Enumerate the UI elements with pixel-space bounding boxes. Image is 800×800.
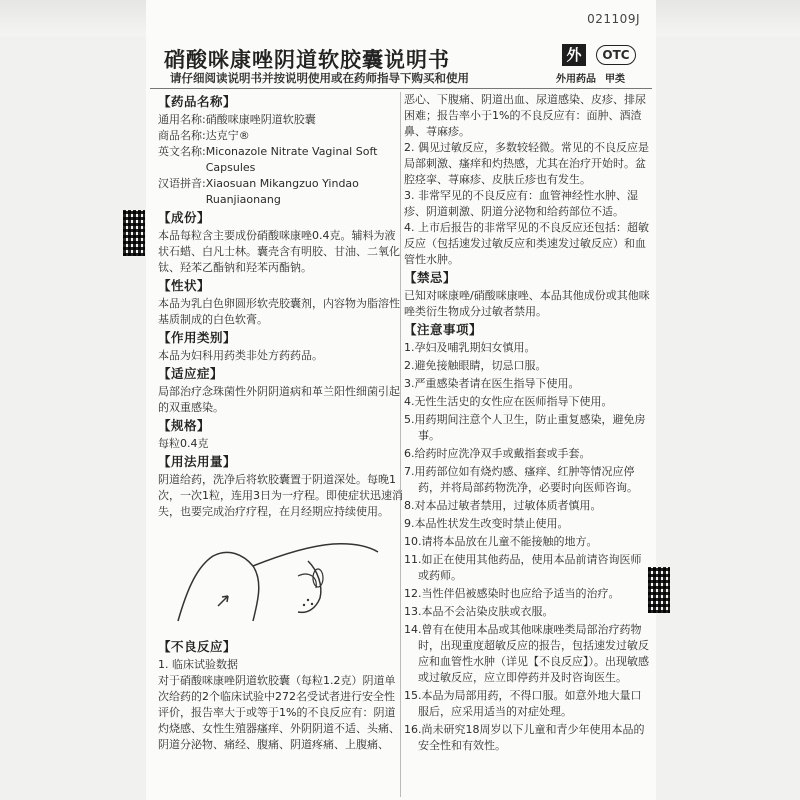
header-divider	[150, 88, 652, 89]
properties-text: 本品为乳白色卵圆形软壳胶囊剂，内容物为脂溶性基质制成的白色软膏。	[158, 297, 400, 326]
field-value: Miconazole Nitrate Vaginal Soft Capsules	[205, 145, 378, 174]
adverse-text-continued: 恶心、下腹痛、阴道出血、尿道感染、皮疹、排尿困难；报告率小于1%的不良反应有：面肿、酒渣鼻、荨麻疹。	[404, 93, 646, 138]
section-heading-adverse: 【不良反应】	[158, 639, 237, 654]
right-column	[404, 92, 650, 756]
category-text: 本品为妇科用药类非处方药药品。	[158, 349, 323, 362]
otc-class-caption: 甲类	[605, 74, 625, 85]
usage-text: 阴道给药，洗净后将软胶囊置于阴道深处。每晚1次，一次1粒，连用3日为一疗程。即使症状迅速消失，也要完成治疗疗程，在月经期应持续使用。	[158, 473, 403, 518]
application-illustration	[158, 526, 388, 626]
field-label: 商品名称:	[158, 129, 206, 142]
section-heading-composition: 【成份】	[158, 210, 211, 225]
section-heading-properties: 【性状】	[158, 278, 211, 293]
adverse-text-2: 2. 偶见过敏反应，多数较轻微。常见的不良反应是局部刺激、瘙痒和灼热感，尤其在治疗开始时。盆腔痉挛、荨麻疹、皮肤丘疹也有发生。	[404, 141, 649, 186]
list-item: 7.用药部位如有烧灼感、瘙痒、红肿等情况应停药，并将局部药物洗净，必要时向医师咨询。	[404, 465, 638, 494]
list-item: 15.本品为局部用药，不得口服。如意外地大量口服后，应采用适当的对症处理。	[404, 689, 642, 718]
section-heading-category: 【作用类别】	[158, 330, 237, 345]
list-item: 3.严重感染者请在医生指导下使用。	[404, 377, 580, 390]
qr-code-icon	[648, 567, 670, 613]
section-heading-usage: 【用法用量】	[158, 454, 237, 469]
adverse-text-4: 4. 上市后报告的非常罕见的不良反应还包括：超敏反应（包括速发过敏反应和类速发过敏反应）和血管性水肿。	[404, 221, 649, 266]
pinyin-name-row	[158, 176, 404, 208]
adverse-text-1: 对于硝酸咪康唑阴道软胶囊（每粒1.2克）阴道单次给药的2个临床试验中272名受试者进行安全性评价，报告率大于或等于1%的不良反应有：阴道灼烧感、女性生殖器瘙痒、外阴阴道不适、头痛、阴道分泌物、痛经、腹痛、阴道疼痛、上腹痛、	[158, 674, 400, 751]
left-column	[158, 92, 404, 753]
field-value: 硝酸咪康唑阴道软胶囊	[205, 113, 316, 126]
field-label: 通用名称:	[158, 113, 206, 126]
otc-badge: OTC	[596, 45, 636, 65]
qr-code-icon	[123, 210, 145, 256]
generic-name-row	[158, 112, 404, 128]
list-item: 1.孕妇及哺乳期妇女慎用。	[404, 341, 536, 354]
list-item: 9.本品性状发生改变时禁止使用。	[404, 517, 569, 530]
field-value: Xiaosuan Mikangzuo Yindao Ruanjiaonang	[205, 177, 359, 206]
list-item: 4.无性生活史的女性应在医师指导下使用。	[404, 395, 613, 408]
field-label: 英文名称:	[158, 145, 206, 158]
list-item: 13.本品不会沾染皮肤或衣服。	[404, 605, 554, 618]
indications-text: 局部治疗念珠菌性外阴阴道病和革兰阳性细菌引起的双重感染。	[158, 385, 400, 414]
list-item: 12.当性伴侣被感染时也应给予适当的治疗。	[404, 587, 620, 600]
leaflet-title: 硝酸咪康唑阴道软胶囊说明书	[164, 48, 450, 72]
section-heading-precautions: 【注意事项】	[404, 322, 483, 337]
composition-text: 本品每粒含主要成份硝酸咪康唑0.4克。辅料为液状石蜡、白凡士林。囊壳含有明胶、甘油、二氧化钛、羟苯乙酯钠和羟苯丙酯钠。	[158, 229, 400, 274]
list-item: 6.给药时应洗净双手或戴指套或手套。	[404, 447, 591, 460]
section-heading-contraindications: 【禁忌】	[404, 270, 457, 285]
contraindications-text: 已知对咪康唑/硝酸咪康唑、本品其他成份或其他咪唑类衍生物成分过敏者禁用。	[404, 289, 650, 318]
english-name-row	[158, 144, 404, 176]
adverse-subheading: 1. 临床试验数据	[158, 658, 238, 671]
list-item: 2.避免接触眼睛，切忌口服。	[404, 359, 547, 372]
external-use-caption: 外用药品	[556, 74, 596, 85]
precautions-list	[404, 340, 650, 754]
list-item: 10.请将本品放在儿童不能接触的地方。	[404, 535, 598, 548]
section-heading-indications: 【适应症】	[158, 366, 224, 381]
section-heading-specification: 【规格】	[158, 418, 211, 433]
section-heading-name: 【药品名称】	[158, 94, 237, 109]
field-value: 达克宁®	[205, 129, 250, 142]
list-item: 11.如正在使用其他药品，使用本品前请咨询医师或药师。	[404, 553, 642, 582]
leaflet-subtitle: 请仔细阅读说明书并按说明使用或在药师指导下购买和使用	[170, 71, 469, 85]
list-item: 8.对本品过敏者禁用，过敏体质者慎用。	[404, 499, 602, 512]
list-item: 16.尚未研究18周岁以下儿童和青少年使用本品的安全性和有效性。	[404, 723, 645, 752]
document-id: 021109J	[587, 12, 640, 26]
list-item: 5.用药期间注意个人卫生，防止重复感染，避免房事。	[404, 413, 646, 442]
external-use-badge: 外	[562, 44, 586, 66]
list-item: 14.曾有在使用本品或其他咪康唑类局部治疗药物时，出现重度超敏反应的报告，包括速发过敏反应和血管性水肿（详见【不良反应】）。出现敏感或过敏反应，应立即停药并及时咨询医生。	[404, 623, 649, 684]
specification-text: 每粒0.4克	[158, 437, 209, 450]
trade-name-row	[158, 128, 404, 144]
field-label: 汉语拼音:	[158, 177, 206, 190]
adverse-text-3: 3. 非常罕见的不良反应有：血管神经性水肿、湿疹、阴道刺激、阴道分泌物和给药部位不适。	[404, 189, 638, 218]
